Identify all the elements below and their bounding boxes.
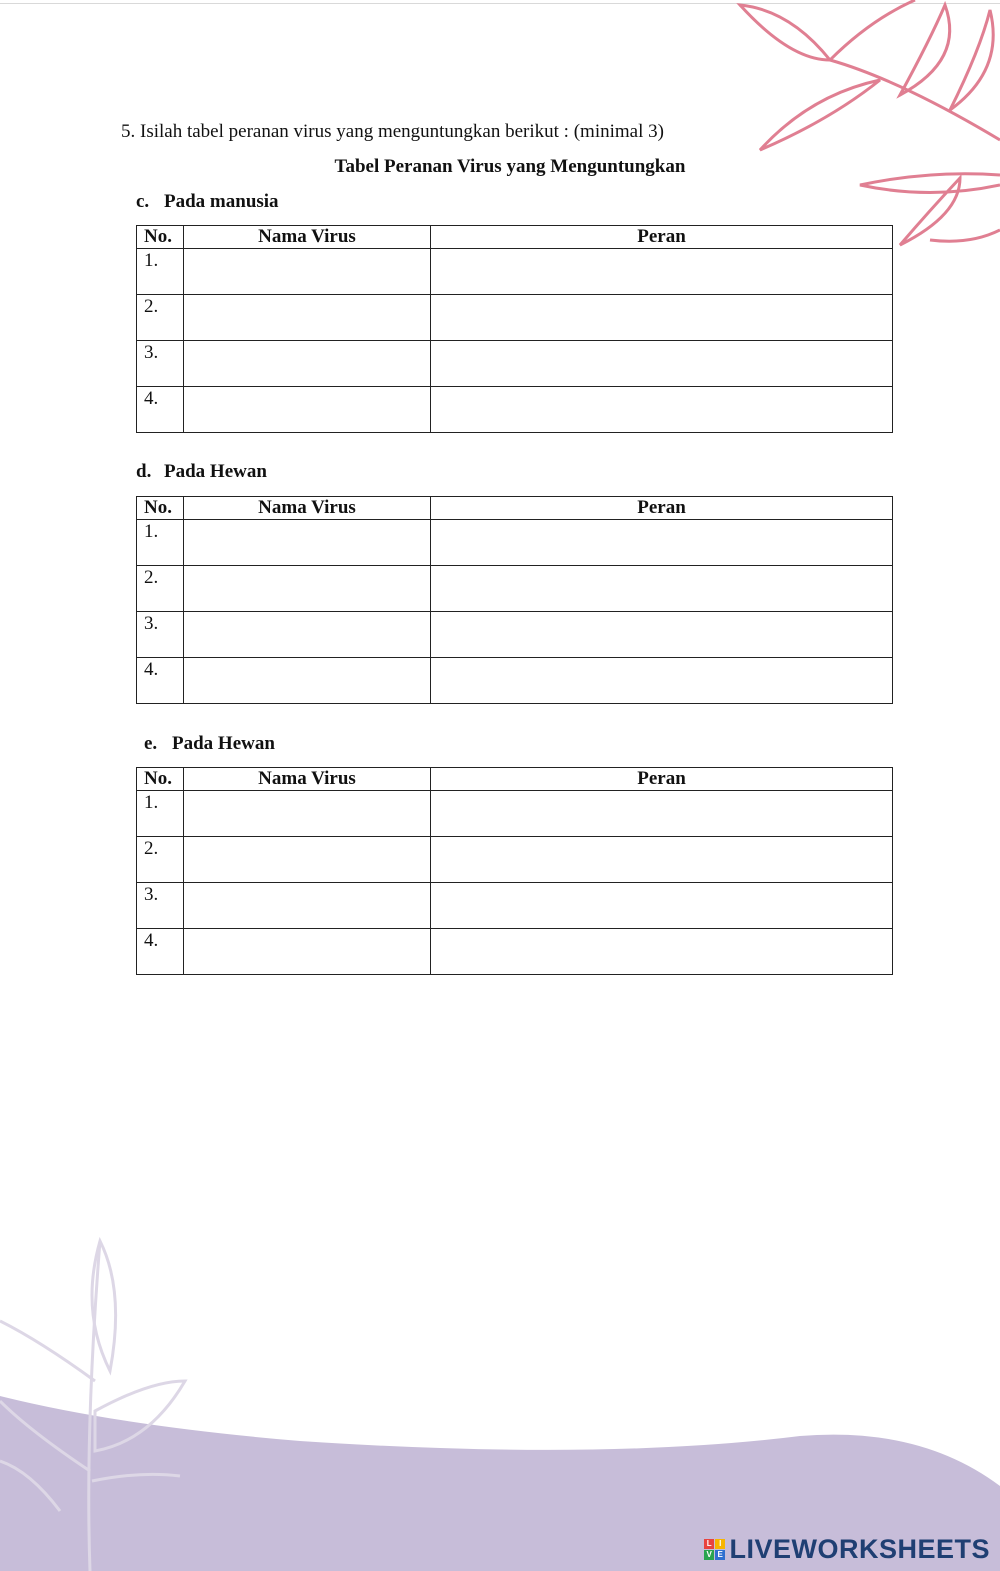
table-row — [137, 612, 893, 658]
header-no: No. — [137, 226, 184, 249]
table-row — [137, 520, 893, 566]
virus-table-hewan-1 — [136, 496, 893, 704]
peran-cell[interactable] — [431, 520, 893, 566]
table-row — [137, 883, 893, 929]
nama-virus-cell[interactable] — [184, 883, 431, 929]
virus-table-manusia — [136, 225, 893, 433]
row-number: 3. — [137, 883, 184, 929]
peran-cell[interactable] — [431, 837, 893, 883]
table-row — [137, 566, 893, 612]
peran-cell[interactable] — [431, 612, 893, 658]
nama-virus-cell[interactable] — [184, 566, 431, 612]
lilac-wave-plant-decoration — [0, 1231, 1000, 1571]
header-nama-virus: Nama Virus — [184, 497, 431, 520]
table-header-row — [137, 497, 893, 520]
nama-virus-cell[interactable] — [184, 249, 431, 295]
section-letter: d. — [136, 461, 152, 482]
row-number: 3. — [137, 341, 184, 387]
liveworksheets-logo-icon — [704, 1539, 725, 1560]
logo-letter: I — [715, 1539, 725, 1549]
section-letter: e. — [144, 733, 158, 754]
section-label-hewan-2 — [144, 733, 275, 755]
liveworksheets-brand[interactable] — [704, 1534, 990, 1565]
peran-cell[interactable] — [431, 883, 893, 929]
logo-letter: V — [704, 1550, 714, 1560]
question-text: 5. Isilah tabel peranan virus yang menguntungkan berikut : (minimal 3) — [121, 121, 664, 142]
nama-virus-cell[interactable] — [184, 929, 431, 975]
nama-virus-cell[interactable] — [184, 612, 431, 658]
table-row — [137, 295, 893, 341]
header-nama-virus: Nama Virus — [184, 226, 431, 249]
peran-cell[interactable] — [431, 791, 893, 837]
nama-virus-cell[interactable] — [184, 837, 431, 883]
header-peran: Peran — [431, 768, 893, 791]
section-label-manusia — [136, 191, 279, 213]
section-title: Pada Hewan — [172, 733, 275, 754]
table-title: Tabel Peranan Virus yang Menguntungkan — [334, 156, 686, 177]
section-letter: c. — [136, 191, 150, 212]
row-number: 4. — [137, 929, 184, 975]
table-row — [137, 249, 893, 295]
brand-text: LIVEWORKSHEETS — [729, 1534, 990, 1564]
table-row — [137, 837, 893, 883]
peran-cell[interactable] — [431, 566, 893, 612]
nama-virus-cell[interactable] — [184, 658, 431, 704]
table-header-row — [137, 226, 893, 249]
row-number: 4. — [137, 387, 184, 433]
virus-table-hewan-2 — [136, 767, 893, 975]
nama-virus-cell[interactable] — [184, 791, 431, 837]
logo-letter: E — [715, 1550, 725, 1560]
peran-cell[interactable] — [431, 658, 893, 704]
header-no: No. — [137, 497, 184, 520]
row-number: 4. — [137, 658, 184, 704]
table-row — [137, 341, 893, 387]
row-number: 2. — [137, 295, 184, 341]
nama-virus-cell[interactable] — [184, 341, 431, 387]
section-title: Pada manusia — [164, 191, 279, 212]
row-number: 1. — [137, 791, 184, 837]
header-nama-virus: Nama Virus — [184, 768, 431, 791]
table-row — [137, 387, 893, 433]
header-no: No. — [137, 768, 184, 791]
table-row — [137, 658, 893, 704]
nama-virus-cell[interactable] — [184, 520, 431, 566]
peran-cell[interactable] — [431, 249, 893, 295]
logo-letter: L — [704, 1539, 714, 1549]
section-label-hewan-1 — [136, 461, 267, 483]
table-row — [137, 791, 893, 837]
row-number: 1. — [137, 520, 184, 566]
header-peran: Peran — [431, 497, 893, 520]
row-number: 3. — [137, 612, 184, 658]
row-number: 2. — [137, 837, 184, 883]
table-row — [137, 929, 893, 975]
table-header-row — [137, 768, 893, 791]
peran-cell[interactable] — [431, 295, 893, 341]
row-number: 2. — [137, 566, 184, 612]
peran-cell[interactable] — [431, 387, 893, 433]
nama-virus-cell[interactable] — [184, 387, 431, 433]
nama-virus-cell[interactable] — [184, 295, 431, 341]
peran-cell[interactable] — [431, 341, 893, 387]
peran-cell[interactable] — [431, 929, 893, 975]
header-peran: Peran — [431, 226, 893, 249]
section-title: Pada Hewan — [164, 461, 267, 482]
row-number: 1. — [137, 249, 184, 295]
